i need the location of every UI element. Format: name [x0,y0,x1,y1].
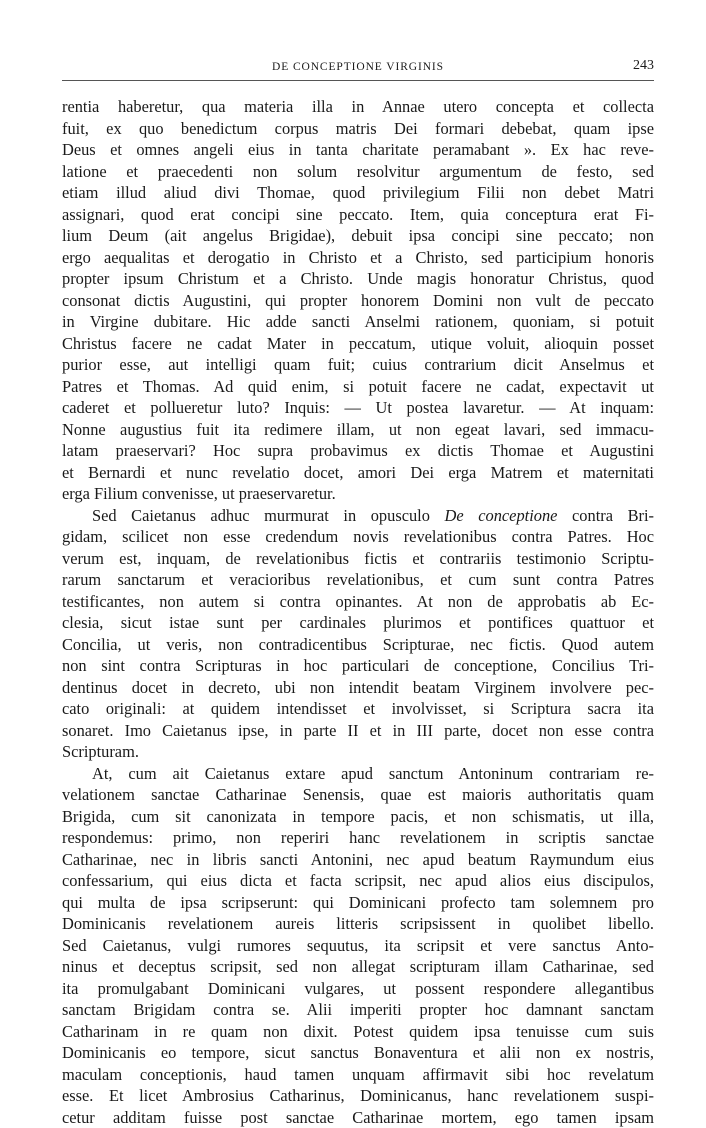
text-line: ergo aequalitas et derogatio in Christo et a Christo, sed participium honoris [62,247,654,269]
text-line: lium Deum (ait angelus Brigidae), debuit ipsa concipi sine peccato; non [62,225,654,247]
text-line: assignari, quod erat concipi sine peccato. Item, quia conceptura erat Fi- [62,204,654,226]
text-line: etiam illud aliud divi Thomae, quod privilegium Filii non debet Matri [62,182,654,204]
text-line: Christus facere ne cadat Mater in peccatum, utique voluit, alioquin posset [62,333,654,355]
text-line: caderet et pollueretur luto? Inquis: — Ut postea lavaretur. — At inquam: [62,397,654,419]
text-line: Dominicanis eo tempore, sicut sanctus Bonaventura et alii non ex nostris, [62,1042,654,1064]
text-line: Deus et omnes angeli eius in tanta charitate peramabant ». Ex hac reve- [62,139,654,161]
text-line: confessarium, qui eius dicta et facta scripsit, nec apud alios eius discipulos, [62,870,654,892]
text-line: Catharinam in re quam non dixit. Potest quidem ipsa tenuisse cum suis [62,1021,654,1043]
text-line: dentinus docet in decreto, ubi non intendit beatam Virginem involvere pec- [62,677,654,699]
text-line: Catharinae, nec in libris sancti Antonini, nec apud beatum Raymundum eius [62,849,654,871]
text-line: At, cum ait Caietanus extare apud sanctum Antoninum contrariam re- [62,763,654,785]
text-line: latione et praecedenti non solum resolvitur argumentum de festo, sed [62,161,654,183]
text-line: respondemus: primo, non reperiri hanc revelationem in scriptis sanctae [62,827,654,849]
text-line: Concilia, ut veris, non contradicentibus Scripturae, nec fictis. Quod autem [62,634,654,656]
text-run: Sed Caietanus adhuc murmurat in opusculo [92,506,445,525]
text-line: testificantes, non autem si contra opinantes. At non de approbatis ab Ec- [62,591,654,613]
text-line: non sint contra Scripturas in hoc particulari de conceptione, Concilius Tri- [62,655,654,677]
paragraph-1 [62,96,654,505]
work-title: De conceptione [445,506,558,525]
text-line: latam praeservari? Hoc supra probavimus ex dictis Thomae et Augustini [62,440,654,462]
text-line [62,505,654,527]
paragraph-3 [62,763,654,1128]
text-line: Patres et Thomas. Ad quid enim, si potuit facere ne cadat, expectavit ut [62,376,654,398]
text-line: Brigida, cum sit canonizata in tempore pacis, et non schismatis, ut illa, [62,806,654,828]
body-text [62,96,654,1128]
text-line: ninus et deceptus scripsit, sed non allegat scripturam illam Catharinae, sed [62,956,654,978]
text-line: Nonne augustius fuit ita redimere illam, ut non egeat lavari, sed immacu- [62,419,654,441]
text-line: Sed Caietanus, vulgi rumores sequutus, ita scripsit et vere sanctus Anto- [62,935,654,957]
text-line: cato originali: at quidem intendisset et involvisset, si Scriptura sacra ita [62,698,654,720]
text-run: contra Bri- [557,506,654,525]
text-line: rentia haberetur, qua materia illa in Annae utero concepta et collecta [62,96,654,118]
text-line: ita promulgabant Dominicani vulgares, ut possent respondere allegantibus [62,978,654,1000]
text-line: maculam conceptionis, haud tamen unquam affirmavit sibi hoc revelatum [62,1064,654,1086]
text-line: Dominicanis revelationem aureis litteris scripsissent in quolibet libello. [62,913,654,935]
text-line: fuit, ex quo benedictum corpus matris Dei formari debebat, quam ipse [62,118,654,140]
running-title: DE CONCEPTIONE VIRGINIS [62,61,654,73]
text-line: qui multa de ipsa scripserunt: qui Dominicani profecto tam solemnem pro [62,892,654,914]
text-line: gidam, scilicet non esse credendum novis revelationibus contra Patres. Hoc [62,526,654,548]
running-header [62,58,654,81]
text-line: Scripturam. [62,741,654,763]
text-line: erga Filium convenisse, ut praeservaretur. [62,483,654,505]
text-line: cetur additam fuisse post sanctae Catharinae mortem, ego tamen ipsam [62,1107,654,1128]
text-line: sonaret. Imo Caietanus ipse, in parte II et in III parte, docet non esse contra [62,720,654,742]
text-line: propter ipsum Christum et a Christo. Unde magis honoratur Christus, quod [62,268,654,290]
text-line: sanctam Brigidam contra se. Alii imperiti propter hoc damnant sanctam [62,999,654,1021]
text-line: consonat dictis Augustini, qui propter honorem Domini non vult de peccato [62,290,654,312]
text-line: et Bernardi et nunc revelatio docet, amori Dei erga Matrem et maternitati [62,462,654,484]
text-line: verum est, inquam, de revelationibus fictis et contrariis testimonio Scriptu- [62,548,654,570]
text-line: clesia, sicut istae sunt per cardinales plurimos et pontifices quattuor et [62,612,654,634]
paragraph-2 [62,505,654,763]
text-line: velationem sanctae Catharinae Senensis, quae est maioris authoritatis quam [62,784,654,806]
text-line: in Virgine dubitare. Hic adde sancti Anselmi rationem, quoniam, si potuit [62,311,654,333]
text-line: esse. Et licet Ambrosius Catharinus, Dominicanus, hanc revelationem suspi- [62,1085,654,1107]
text-line: purior esse, aut intelligi quam fuit; cuius contrarium dicit Anselmus et [62,354,654,376]
text-line: rarum sanctarum et veracioribus revelationibus, et cum sunt contra Patres [62,569,654,591]
page-number: 243 [633,58,654,74]
